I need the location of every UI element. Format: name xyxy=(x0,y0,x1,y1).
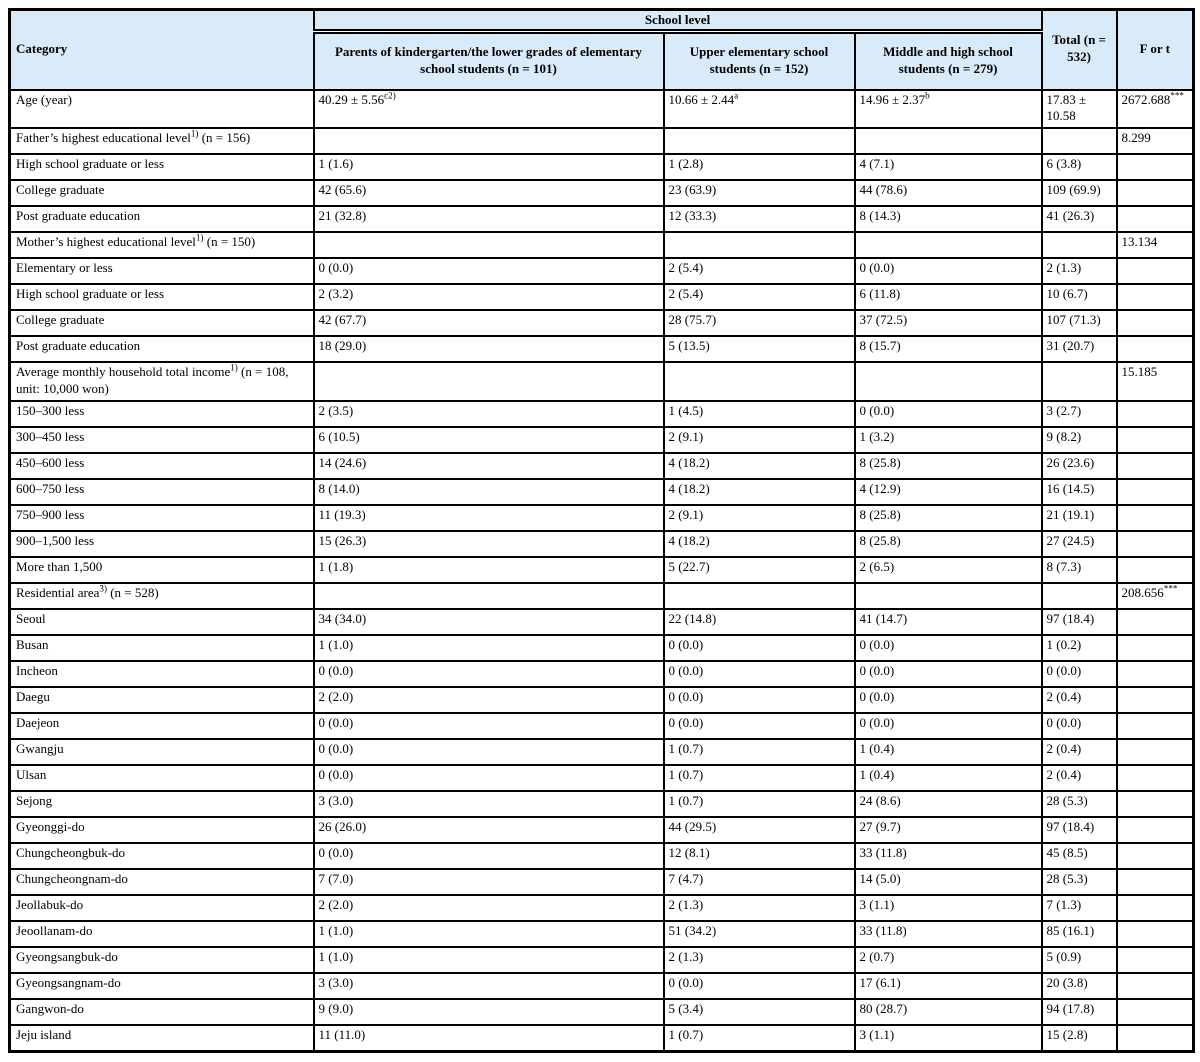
table-row xyxy=(10,258,1194,284)
data-cell xyxy=(664,232,855,258)
f-or-t-cell xyxy=(1117,843,1194,869)
data-cell: 2 (1.3) xyxy=(664,947,855,973)
total-cell: 27 (24.5) xyxy=(1042,531,1117,557)
table-row xyxy=(10,791,1194,817)
data-cell: 4 (7.1) xyxy=(855,154,1042,180)
table-header xyxy=(10,10,1194,90)
data-cell: 1 (0.7) xyxy=(664,739,855,765)
row-label: Post graduate education xyxy=(10,336,314,362)
total-cell: 85 (16.1) xyxy=(1042,921,1117,947)
data-cell: $40.29 \pm 5.56^{c2)}$ xyxy=(314,90,664,129)
data-cell: 0 (0.0) xyxy=(664,661,855,687)
column-header-parents-kindergarten: Parents of kindergarten/the lower grades of elementary school students (n = 101) xyxy=(314,32,664,90)
table-row xyxy=(10,90,1194,129)
data-cell: 5 (13.5) xyxy=(664,336,855,362)
f-or-t-cell: 13.134 xyxy=(1117,232,1194,258)
f-or-t-cell: 8.299 xyxy=(1117,128,1194,154)
superscript-marker: 1) xyxy=(195,232,204,243)
row-label: Chungcheongnam-do xyxy=(10,869,314,895)
f-or-t-cell: 208.656*** xyxy=(1117,583,1194,609)
data-cell: 14 (5.0) xyxy=(855,869,1042,895)
data-cell: 4 (18.2) xyxy=(664,479,855,505)
data-cell: 8 (14.0) xyxy=(314,479,664,505)
data-cell: 2 (5.4) xyxy=(664,258,855,284)
total-cell: 94 (17.8) xyxy=(1042,999,1117,1025)
total-cell: 21 (19.1) xyxy=(1042,505,1117,531)
data-cell: 1 (3.2) xyxy=(855,427,1042,453)
column-header-middle-high: Middle and high school students (n = 279) xyxy=(855,32,1042,90)
data-cell: 2 (2.0) xyxy=(314,895,664,921)
data-cell: 9 (9.0) xyxy=(314,999,664,1025)
table-row xyxy=(10,154,1194,180)
total-cell xyxy=(1042,128,1117,154)
data-cell: 1 (1.0) xyxy=(314,921,664,947)
table-row xyxy=(10,713,1194,739)
table-row xyxy=(10,232,1194,258)
table-row xyxy=(10,453,1194,479)
row-label: 150–300 less xyxy=(10,401,314,427)
table-row xyxy=(10,687,1194,713)
row-label: Chungcheongbuk-do xyxy=(10,843,314,869)
f-or-t-cell xyxy=(1117,817,1194,843)
total-cell: 0 (0.0) xyxy=(1042,713,1117,739)
f-or-t-cell xyxy=(1117,973,1194,999)
f-or-t-cell xyxy=(1117,505,1194,531)
data-cell: 11 (11.0) xyxy=(314,1025,664,1051)
data-cell: 8 (25.8) xyxy=(855,505,1042,531)
row-label: High school graduate or less xyxy=(10,284,314,310)
table-row xyxy=(10,739,1194,765)
data-cell: 8 (25.8) xyxy=(855,531,1042,557)
table-row xyxy=(10,895,1194,921)
data-cell: 2 (0.7) xyxy=(855,947,1042,973)
row-label: Daejeon xyxy=(10,713,314,739)
f-or-t-cell xyxy=(1117,479,1194,505)
data-cell: 80 (28.7) xyxy=(855,999,1042,1025)
data-cell: 41 (14.7) xyxy=(855,609,1042,635)
data-cell xyxy=(664,128,855,154)
table-row xyxy=(10,427,1194,453)
data-cell: 44 (29.5) xyxy=(664,817,855,843)
data-cell: 14.96 ± 2.37$^b$ xyxy=(855,90,1042,129)
f-or-t-cell xyxy=(1117,557,1194,583)
table-row xyxy=(10,817,1194,843)
row-label: Jeollabuk-do xyxy=(10,895,314,921)
data-cell: 2 (9.1) xyxy=(664,505,855,531)
f-or-t-cell xyxy=(1117,687,1194,713)
data-cell: 6 (10.5) xyxy=(314,427,664,453)
data-cell: 12 (33.3) xyxy=(664,206,855,232)
data-cell: 44 (78.6) xyxy=(855,180,1042,206)
data-cell: 3 (3.0) xyxy=(314,973,664,999)
f-or-t-cell xyxy=(1117,999,1194,1025)
total-cell: 2 (0.4) xyxy=(1042,739,1117,765)
data-cell: 7 (7.0) xyxy=(314,869,664,895)
data-cell: 28 (75.7) xyxy=(664,310,855,336)
data-cell: 27 (9.7) xyxy=(855,817,1042,843)
f-or-t-cell xyxy=(1117,791,1194,817)
data-cell xyxy=(664,362,855,401)
data-cell: 1 (1.8) xyxy=(314,557,664,583)
total-cell: 28 (5.3) xyxy=(1042,869,1117,895)
row-label: Gwangju xyxy=(10,739,314,765)
f-or-t-cell xyxy=(1117,531,1194,557)
table-row xyxy=(10,531,1194,557)
data-cell: 0 (0.0) xyxy=(855,687,1042,713)
table-row xyxy=(10,973,1194,999)
total-cell: 15 (2.8) xyxy=(1042,1025,1117,1051)
table-row xyxy=(10,609,1194,635)
data-cell: 0 (0.0) xyxy=(314,258,664,284)
data-cell: 2 (5.4) xyxy=(664,284,855,310)
data-cell: 0 (0.0) xyxy=(664,635,855,661)
table-row xyxy=(10,362,1194,401)
data-cell: 10.66 ± 2.44$^a$ xyxy=(664,90,855,129)
data-cell: 0 (0.0) xyxy=(314,739,664,765)
total-cell: 2 (0.4) xyxy=(1042,765,1117,791)
data-cell: 1 (0.7) xyxy=(664,791,855,817)
data-cell: 0 (0.0) xyxy=(664,713,855,739)
row-label: Gyeongsangbuk-do xyxy=(10,947,314,973)
total-cell: 107 (71.3) xyxy=(1042,310,1117,336)
row-label: 900–1,500 less xyxy=(10,531,314,557)
data-cell: 1 (1.0) xyxy=(314,947,664,973)
data-cell: 3 (1.1) xyxy=(855,1025,1042,1051)
header-row-1 xyxy=(10,10,1194,32)
data-cell xyxy=(314,128,664,154)
total-cell: 45 (8.5) xyxy=(1042,843,1117,869)
table-row xyxy=(10,284,1194,310)
superscript-marker: 3) xyxy=(99,583,107,594)
data-cell: 51 (34.2) xyxy=(664,921,855,947)
data-cell xyxy=(664,583,855,609)
data-cell: 2 (1.3) xyxy=(664,895,855,921)
column-group-header-school-level: School level xyxy=(314,10,1042,32)
table-row xyxy=(10,921,1194,947)
row-label: Jeoollanam-do xyxy=(10,921,314,947)
f-or-t-cell xyxy=(1117,895,1194,921)
data-cell xyxy=(855,128,1042,154)
total-cell: 9 (8.2) xyxy=(1042,427,1117,453)
row-label: 450–600 less xyxy=(10,453,314,479)
data-cell: 8 (14.3) xyxy=(855,206,1042,232)
f-or-t-cell: 15.185 xyxy=(1117,362,1194,401)
data-cell: 0 (0.0) xyxy=(855,713,1042,739)
table-row xyxy=(10,765,1194,791)
total-cell xyxy=(1042,583,1117,609)
table-row xyxy=(10,1025,1194,1051)
data-cell: 0 (0.0) xyxy=(855,401,1042,427)
row-label: Incheon xyxy=(10,661,314,687)
total-cell: 20 (3.8) xyxy=(1042,973,1117,999)
column-header-category: Category xyxy=(10,10,314,90)
data-cell: 7 (4.7) xyxy=(664,869,855,895)
total-cell: 41 (26.3) xyxy=(1042,206,1117,232)
row-label: Elementary or less xyxy=(10,258,314,284)
data-cell: 1 (0.4) xyxy=(855,739,1042,765)
data-cell: 0 (0.0) xyxy=(314,843,664,869)
total-cell: 5 (0.9) xyxy=(1042,947,1117,973)
f-or-t-cell xyxy=(1117,765,1194,791)
total-cell: 10 (6.7) xyxy=(1042,284,1117,310)
f-or-t-cell xyxy=(1117,453,1194,479)
superscript-marker: 1) xyxy=(190,128,199,139)
f-or-t-cell xyxy=(1117,869,1194,895)
total-cell: 8 (7.3) xyxy=(1042,557,1117,583)
data-cell: 8 (25.8) xyxy=(855,453,1042,479)
column-header-total: Total (n = 532) xyxy=(1042,10,1117,90)
row-label: Daegu xyxy=(10,687,314,713)
data-cell: 1 (1.0) xyxy=(314,635,664,661)
data-cell xyxy=(314,362,664,401)
row-label: Post graduate education xyxy=(10,206,314,232)
table-row xyxy=(10,206,1194,232)
f-or-t-cell xyxy=(1117,154,1194,180)
row-label: Gangwon-do xyxy=(10,999,314,1025)
f-or-t-cell xyxy=(1117,635,1194,661)
row-label: 750–900 less xyxy=(10,505,314,531)
data-cell: 0 (0.0) xyxy=(314,765,664,791)
data-cell: 3 (3.0) xyxy=(314,791,664,817)
row-label: College graduate xyxy=(10,310,314,336)
total-cell: 0 (0.0) xyxy=(1042,661,1117,687)
f-or-t-cell xyxy=(1117,661,1194,687)
f-or-t-cell xyxy=(1117,180,1194,206)
data-cell xyxy=(314,583,664,609)
total-cell: 109 (69.9) xyxy=(1042,180,1117,206)
data-cell: 0 (0.0) xyxy=(314,713,664,739)
f-or-t-cell xyxy=(1117,258,1194,284)
superscript-marker: *** xyxy=(1163,583,1178,594)
data-cell: 0 (0.0) xyxy=(855,661,1042,687)
table-row xyxy=(10,661,1194,687)
total-cell: 97 (18.4) xyxy=(1042,817,1117,843)
total-cell: 2 (0.4) xyxy=(1042,687,1117,713)
superscript-marker: b xyxy=(925,90,930,101)
total-cell: 97 (18.4) xyxy=(1042,609,1117,635)
data-cell: 1 (1.6) xyxy=(314,154,664,180)
row-label: Gyeonggi-do xyxy=(10,817,314,843)
data-cell: 2 (3.5) xyxy=(314,401,664,427)
row-label: College graduate xyxy=(10,180,314,206)
total-cell: 7 (1.3) xyxy=(1042,895,1117,921)
table-row xyxy=(10,583,1194,609)
total-cell: 17.83 ± 10.58 xyxy=(1042,90,1117,129)
table-row xyxy=(10,479,1194,505)
f-or-t-cell xyxy=(1117,206,1194,232)
demographics-table xyxy=(8,8,1195,1053)
total-cell xyxy=(1042,362,1117,401)
superscript-marker: c2) xyxy=(384,90,396,101)
superscript-marker: *** xyxy=(1170,90,1184,101)
data-cell xyxy=(855,583,1042,609)
f-or-t-cell xyxy=(1117,401,1194,427)
f-or-t-cell xyxy=(1117,921,1194,947)
data-cell: 5 (3.4) xyxy=(664,999,855,1025)
data-cell: 2 (9.1) xyxy=(664,427,855,453)
total-cell: 16 (14.5) xyxy=(1042,479,1117,505)
data-cell: 12 (8.1) xyxy=(664,843,855,869)
data-cell: 1 (4.5) xyxy=(664,401,855,427)
data-cell: 4 (12.9) xyxy=(855,479,1042,505)
data-cell: 0 (0.0) xyxy=(314,661,664,687)
table-row xyxy=(10,869,1194,895)
table-row xyxy=(10,505,1194,531)
data-cell: 42 (67.7) xyxy=(314,310,664,336)
f-or-t-cell xyxy=(1117,609,1194,635)
f-or-t-cell: 2672.688*** xyxy=(1117,90,1194,129)
table-row xyxy=(10,180,1194,206)
total-cell: 3 (2.7) xyxy=(1042,401,1117,427)
data-cell xyxy=(855,232,1042,258)
data-cell: 1 (0.7) xyxy=(664,765,855,791)
data-cell: 15 (26.3) xyxy=(314,531,664,557)
data-cell: 21 (32.8) xyxy=(314,206,664,232)
table-row xyxy=(10,401,1194,427)
f-or-t-cell xyxy=(1117,713,1194,739)
table-row xyxy=(10,310,1194,336)
data-cell: 2 (3.2) xyxy=(314,284,664,310)
f-or-t-cell xyxy=(1117,1025,1194,1051)
data-cell: 5 (22.7) xyxy=(664,557,855,583)
total-cell: 2 (1.3) xyxy=(1042,258,1117,284)
total-cell: 1 (0.2) xyxy=(1042,635,1117,661)
row-label: Busan xyxy=(10,635,314,661)
table-row xyxy=(10,128,1194,154)
data-cell: 23 (63.9) xyxy=(664,180,855,206)
superscript-marker: a xyxy=(734,90,739,101)
data-cell: 0 (0.0) xyxy=(664,687,855,713)
data-cell: 4 (18.2) xyxy=(664,453,855,479)
row-label: Residential area$^{3)}$ (n = 528) xyxy=(10,583,314,609)
f-or-t-cell xyxy=(1117,284,1194,310)
row-label: Seoul xyxy=(10,609,314,635)
f-or-t-cell xyxy=(1117,947,1194,973)
row-label: 600–750 less xyxy=(10,479,314,505)
row-label: More than 1,500 xyxy=(10,557,314,583)
data-cell: 2 (6.5) xyxy=(855,557,1042,583)
data-cell: 0 (0.0) xyxy=(664,973,855,999)
row-label: 300–450 less xyxy=(10,427,314,453)
row-label: Father’s highest educational level$^{1)}$ (n = 156) xyxy=(10,128,314,154)
data-cell: 0 (0.0) xyxy=(855,258,1042,284)
total-cell: 28 (5.3) xyxy=(1042,791,1117,817)
data-cell: 37 (72.5) xyxy=(855,310,1042,336)
total-cell: 26 (23.6) xyxy=(1042,453,1117,479)
row-label: Age (year) xyxy=(10,90,314,129)
data-cell: 8 (15.7) xyxy=(855,336,1042,362)
table-row xyxy=(10,999,1194,1025)
data-cell: 18 (29.0) xyxy=(314,336,664,362)
table-row xyxy=(10,635,1194,661)
data-cell: 17 (6.1) xyxy=(855,973,1042,999)
data-cell xyxy=(855,362,1042,401)
row-label: High school graduate or less xyxy=(10,154,314,180)
data-cell: 33 (11.8) xyxy=(855,921,1042,947)
data-cell: 4 (18.2) xyxy=(664,531,855,557)
data-cell: 1 (0.4) xyxy=(855,765,1042,791)
data-cell: 22 (14.8) xyxy=(664,609,855,635)
superscript-marker: 1) xyxy=(230,362,238,373)
table-body xyxy=(10,90,1194,1052)
data-cell: 6 (11.8) xyxy=(855,284,1042,310)
row-label: Average monthly household total income$^{1)}$ (n = 108, unit: 10,000 won) xyxy=(10,362,314,401)
total-cell: 6 (3.8) xyxy=(1042,154,1117,180)
total-cell xyxy=(1042,232,1117,258)
data-cell: 2 (2.0) xyxy=(314,687,664,713)
table-row xyxy=(10,947,1194,973)
row-label: Ulsan xyxy=(10,765,314,791)
data-cell: 1 (0.7) xyxy=(664,1025,855,1051)
data-cell: 34 (34.0) xyxy=(314,609,664,635)
data-cell: 3 (1.1) xyxy=(855,895,1042,921)
f-or-t-cell xyxy=(1117,336,1194,362)
f-or-t-cell xyxy=(1117,310,1194,336)
data-cell: 14 (24.6) xyxy=(314,453,664,479)
data-cell: 26 (26.0) xyxy=(314,817,664,843)
table-row xyxy=(10,557,1194,583)
total-cell: 31 (20.7) xyxy=(1042,336,1117,362)
table-row xyxy=(10,843,1194,869)
column-header-f-or-t: F or t xyxy=(1117,10,1194,90)
f-or-t-cell xyxy=(1117,739,1194,765)
data-cell: 33 (11.8) xyxy=(855,843,1042,869)
row-label: Mother’s highest educational level$^{1)}$ (n = 150) xyxy=(10,232,314,258)
row-label: Jeju island xyxy=(10,1025,314,1051)
data-cell: 0 (0.0) xyxy=(855,635,1042,661)
data-cell: 1 (2.8) xyxy=(664,154,855,180)
row-label: Sejong xyxy=(10,791,314,817)
data-cell: 42 (65.6) xyxy=(314,180,664,206)
data-cell: 11 (19.3) xyxy=(314,505,664,531)
data-cell: 24 (8.6) xyxy=(855,791,1042,817)
row-label: Gyeongsangnam-do xyxy=(10,973,314,999)
column-header-upper-elementary: Upper elementary school students (n = 152) xyxy=(664,32,855,90)
table-row xyxy=(10,336,1194,362)
f-or-t-cell xyxy=(1117,427,1194,453)
data-cell xyxy=(314,232,664,258)
